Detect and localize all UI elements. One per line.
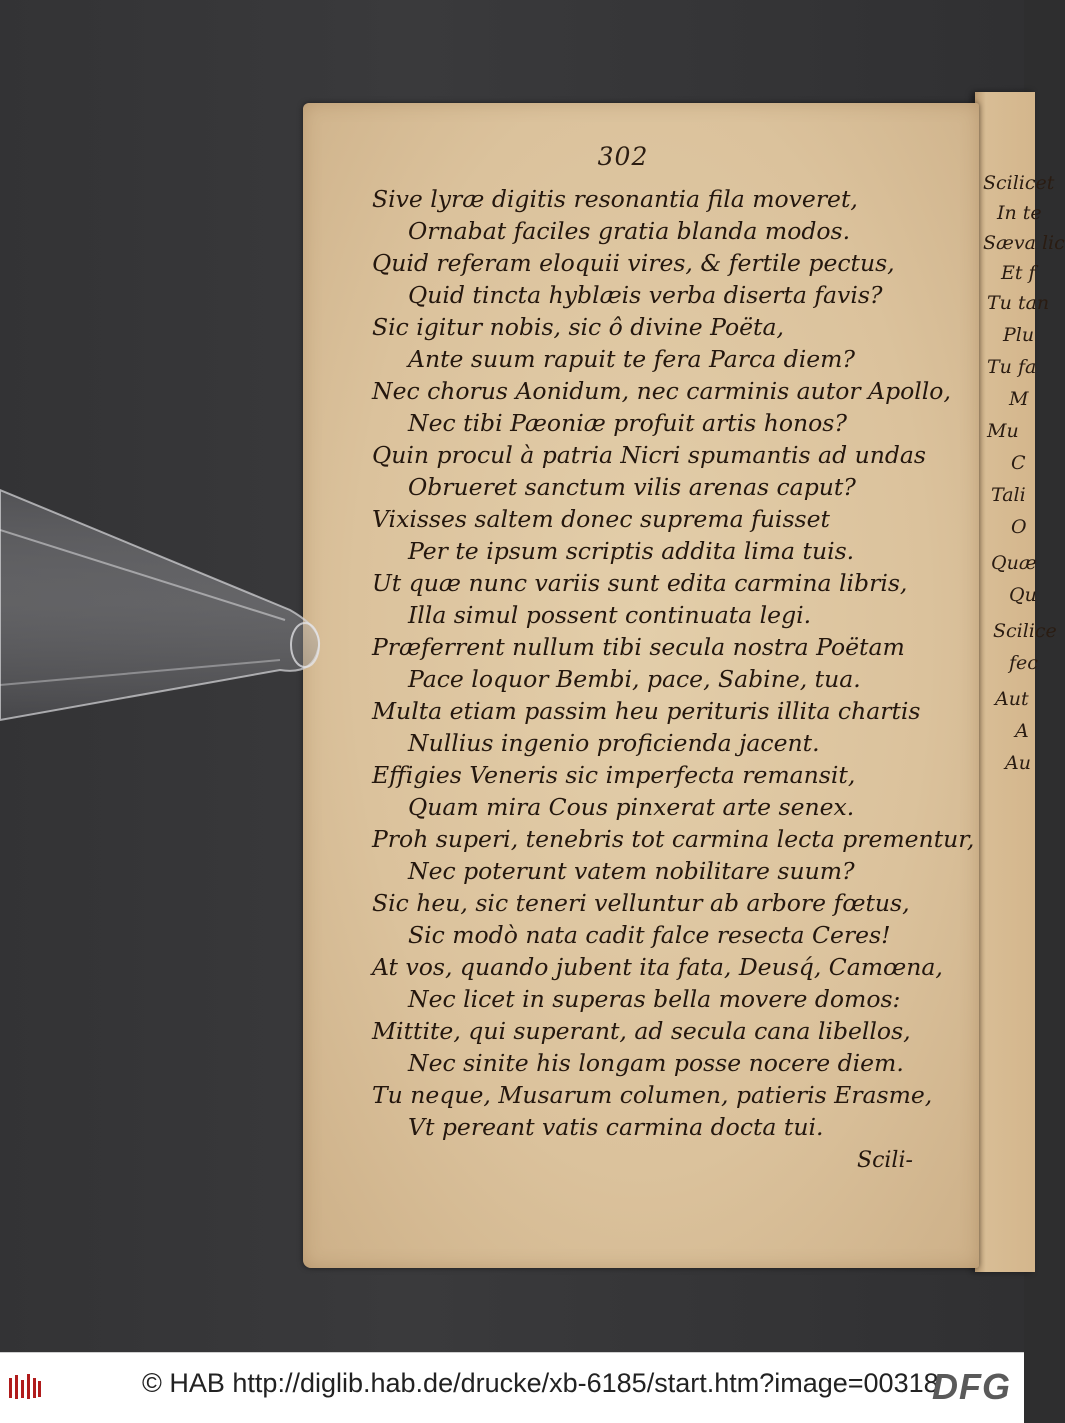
facing-line: Plu — [1003, 324, 1035, 346]
facing-line: M — [1009, 388, 1029, 410]
facing-line: Aut — [995, 688, 1029, 710]
verse-line: Mittite, qui superant, ad secula cana libellos, — [372, 1017, 911, 1045]
facing-line: O — [1011, 516, 1027, 538]
facing-line: Tu fa — [987, 356, 1037, 378]
facing-line: Au — [1005, 752, 1031, 774]
facing-line: fec — [1009, 652, 1038, 674]
page-number: 302 — [597, 142, 649, 171]
verse-line: Proh superi, tenebris tot carmina lecta prementur, — [372, 825, 975, 853]
facing-line: Qu — [1009, 584, 1037, 606]
facing-line: Tali — [991, 484, 1026, 506]
facing-line: C — [1011, 452, 1026, 474]
verse-line: Multa etiam passim heu perituris illita chartis — [372, 697, 921, 725]
verse-line: Sic modò nata cadit falce resecta Ceres! — [408, 921, 891, 949]
verse-line: Illa simul possent continuata legi. — [408, 601, 812, 629]
verse-line: Ante suum rapuit te fera Parca diem? — [408, 345, 855, 373]
facing-line: A — [1015, 720, 1029, 742]
verse-line: Sic igitur nobis, sic ô divine Poëta, — [372, 313, 784, 341]
copyright-link[interactable]: © HAB http://diglib.hab.de/drucke/xb-6185/start.htm?image=00318 — [142, 1368, 939, 1398]
verse-line: Vt pereant vatis carmina docta tui. — [408, 1113, 824, 1141]
verse-line: Quin procul à patria Nicri spumantis ad undas — [372, 441, 926, 469]
verse-line: Nec sinite his longam posse nocere diem. — [408, 1049, 904, 1077]
facing-line: Sæva lic — [983, 232, 1065, 254]
verse-line: Effigies Veneris sic imperfecta remansit, — [372, 761, 856, 789]
dfg-logo: DFG — [932, 1366, 1011, 1407]
verse-line: Nec tibi Pæoniæ profuit artis honos? — [408, 409, 847, 437]
facing-line: Mu — [987, 420, 1019, 442]
facing-line: Scilicet — [983, 172, 1055, 194]
catchword: Scili- — [857, 1148, 913, 1173]
verse-line: Ornabat faciles gratia blanda modos. — [408, 217, 851, 245]
facing-line: Tu tan — [987, 292, 1050, 314]
verse-line: Ut quæ nunc variis sunt edita carmina libris, — [372, 569, 908, 597]
hab-logo-icon — [8, 1372, 42, 1402]
verse-line: Præferrent nullum tibi secula nostra Poëtam — [372, 633, 905, 661]
verse-line: Nec chorus Aonidum, nec carminis autor Apollo, — [372, 377, 951, 405]
verse-line: Quam mira Cous pinxerat arte senex. — [408, 793, 855, 821]
verse-line: Obrueret sanctum vilis arenas caput? — [408, 473, 856, 501]
verse-line: At vos, quando jubent ita fata, Deusq́, Camœna, — [372, 953, 943, 981]
verse-line: Nec licet in superas bella movere domos: — [408, 985, 901, 1013]
facing-line: In te — [997, 202, 1042, 224]
verse-line: Pace loquor Bembi, pace, Sabine, tua. — [408, 665, 861, 693]
facing-line: Scilice — [993, 620, 1057, 642]
verse-line: Nullius ingenio proficienda jacent. — [408, 729, 820, 757]
verse-line: Sic heu, sic teneri velluntur ab arbore fœtus, — [372, 889, 910, 917]
facing-page-edge — [975, 92, 1065, 1272]
verse-line: Quid tincta hyblæis verba diserta favis? — [408, 281, 883, 309]
verse-line: Tu neque, Musarum columen, patieris Erasme, — [372, 1081, 933, 1109]
verse-line: Per te ipsum scriptis addita lima tuis. — [408, 537, 855, 565]
facing-line: Quæ — [991, 552, 1037, 574]
verse-line: Quid referam eloquii vires, & fertile pectus, — [372, 249, 895, 277]
verse-line: Vixisses saltem donec suprema fuisset — [372, 505, 830, 533]
page-clip — [0, 470, 330, 730]
verse-line: Nec poterunt vatem nobilitare suum? — [408, 857, 855, 885]
facing-line: Et f — [1001, 262, 1036, 284]
verse-line: Sive lyræ digitis resonantia fila moveret, — [372, 185, 858, 213]
